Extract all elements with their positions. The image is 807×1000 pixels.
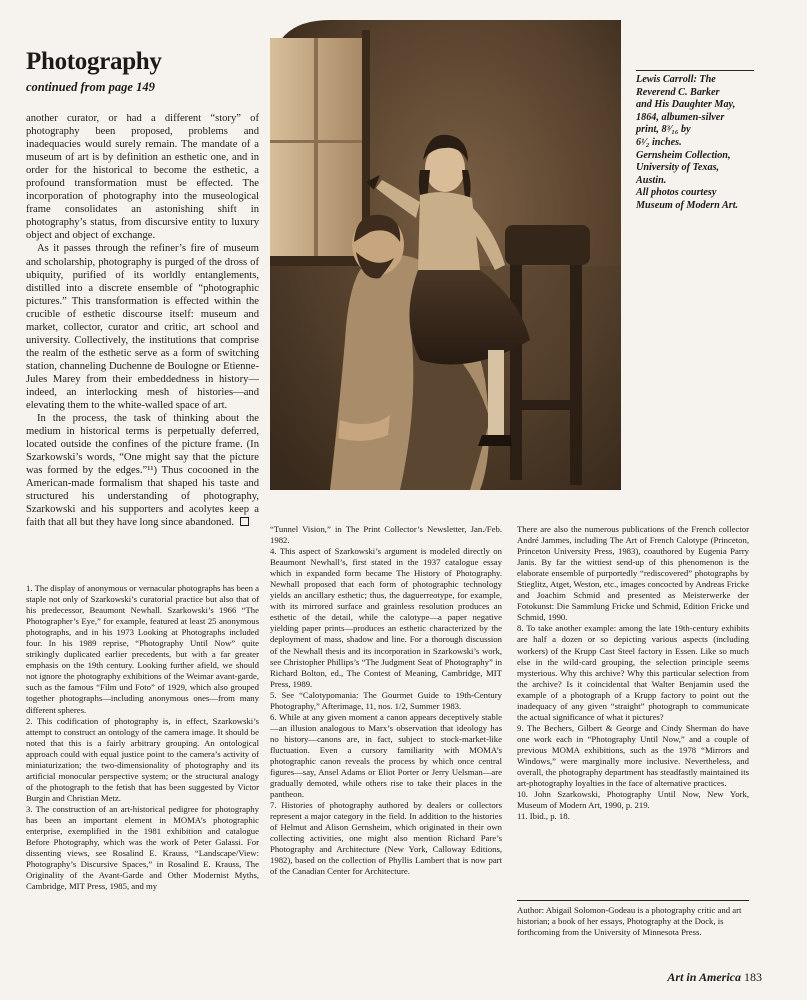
caption-line: 1864, albumen-silver [636,111,725,123]
note: 4. This aspect of Szarkowski’s argument is modeled directly on Beaumont Newhall’s, first stated in the 1937 catalogue essay which in expanded form became The History of Photography. Newhall proposed that each form of photographic technology yields an ancillary esthetic; thus, the daguerreotype, for example, with its mirrored surface and grainless resolution produces an esthetic of the detail, while the calotype—a paper negative yielding paper prints—produces an esthetic characterized by the deployment of mass, shadow and line. For a thorough discussion of the Newhall thesis and its incorporation in Szarkowski’s work, see Christopher Phillips’s “The Judgment Seat of Photography” in Richard Bolton, ed., The Contest of Meaning, Cambridge, MIT Press, 1989. [270,546,502,689]
end-mark-icon [240,517,249,526]
page-footer [667,970,762,985]
caption-line: Museum of Modern Art. [636,199,739,211]
note: 9. The Bechers, Gilbert & George and Cindy Sherman do have one work each in “Photography Until Now,” and a couple of previous MOMA exhibitions, such as the 1978 “Mirrors and Windows,” were marginally more inclusive. Nevertheless, and overall, the photography department has steadfastly maintained its art-photography loyalties in the face of alternative practices. [517,722,749,789]
article-paragraph-1: another curator, or had a different “story” of photography been proposed, problems and inadequacies would surely remain. The mandate of a museum of art is by definition an esthetic one, and in order for the historical to become the esthetic, a profound transformation must be effected. The incorporation of photography into the museological frame consolidates an astonishing shift in photography’s status, from discursive entity to luxury object and object of exchange. [26,113,259,242]
caption-line: Reverend C. Barker [636,86,720,98]
caption-line: All photos courtesy [636,187,717,199]
note: 8. To take another example: among the late 19th-century exhibits are half a dozen or so depicting various aspects (including workers) of the Krupp Cast Steel factory in Essen. Like so much else in the wild-card grouping, the selection principle seems mysterious. Why this archive? Why this particular selection from the archive? Is it coincidental that Walter Benjamin used the example of a photograph of a Krupp factory to point out the inadequacy of any given “straight” photograph to communicate the actual significance of what it pictures? [517,623,749,722]
notes-column-2 [270,524,502,878]
note: 11. Ibid., p. 18. [517,811,570,822]
caption-line: Austin. [636,174,667,186]
note: There are also the numerous publications of the French collector André Jammes, including The Art of French Calotype (Princeton, Princeton University Press, 1983), coauthored by Eugenia Parry Janis. By far the wittiest send-up of this phenomenon is the elaborate ensemble of purportedly “rediscovered” photographs by Stieglitz, Atget, Weston, etc., images concocted by Andreas Fricke and Joachim Schmid and presented as Meisterwerke der Fotokunst: Die Sammlung Fricke und Schmid, Edition Fricke und Schmid, 1990. [517,524,749,623]
article-body [26,112,259,530]
caption-line: University of Texas, [636,162,720,174]
bio-divider [517,900,749,901]
notes-column-1 [26,583,259,892]
notes-column-3 [517,524,749,822]
note: 10. John Szarkowski, Photography Until Now, New York, Museum of Modern Art, 1990, p. 219. [517,789,749,811]
caption-line: Gernsheim Collection, [636,149,731,161]
note: “Tunnel Vision,” in The Print Collector’s Newsletter, Jan./Feb. 1982. [270,524,502,546]
article-paragraph-3-text: In the process, the task of thinking about the medium in historical terms is perpetually deferred, located outside the confines of the picture frame. (In Szarkowski’s words, “One might say that the picture was formed by the edges.”¹¹) Thus cocooned in the American-made formalism that shaped his taste and structured his understanding of photography, Szarkowski and his supporters and acolytes keep a faith that all but they have long since abandoned. [26,413,259,529]
note: 3. The construction of an art-historical pedigree for photography has been an important element in MOMA’s photographic enterprise, exemplified in the 1981 exhibition and catalogue Before Photography, which was the work of Peter Galassi. For dissenting views, see Rosalind E. Krauss, “Landscape/View: Photography’s Discursive Spaces,” in Rosalind E. Krauss, The Originality of the Avant-Garde and Other Modernist Myths, Cambridge, MIT Press, 1985, and my [26,803,259,892]
caption-line: print, 8³⁄₁₆ by [636,124,691,136]
note: 6. While at any given moment a canon appears deceptively stable—an illusion analogous to Marx’s observation that ideology has no history—canons are, in fact, subject to stock-market-like fluctuation. Even a cursory familiarity with MOMA’s photographic canon reveals the process by which once central figures—say, Ansel Adams or Eliot Porter or Jerry Uelsman—are gradually demoted, while others rise to take their places in the pantheon. [270,711,502,800]
photo-father-daughter-icon [270,20,621,490]
page-number: 183 [744,970,762,984]
magazine-name: Art in America [667,970,741,984]
caption-line: and His Daughter May, [636,99,736,111]
article-paragraph-2: As it passes through the refiner’s fire of museum and scholarship, photography is purged of the dross of ubiquity, purified of its worldly entanglements, distilled into a discrete ensemble of “photographic pictures.” This transformation is effected within the crucible of esthetic discourse itself: museum and market, collector, curator and critic, art school and university. Collectively, the institutions that comprise the realm of the esthetic serve as a form of switching station, channeling Duchenne de Boulogne or Etienne-Jules Marey from their embeddedness in history—indeed, an interlocking mesh of histories—and elevating them to the white-walled space of art. [26,243,259,412]
caption-rule [636,70,754,71]
photo-caption [636,70,754,213]
page-title: Photography [26,48,162,75]
continued-from-line: continued from page 149 [26,80,155,94]
author-bio: Author: Abigail Solomon-Godeau is a photography critic and art historian; a book of her essays, Photography at the Dock, is forthcoming from the University of Minnesota Press. [517,905,742,938]
article-paragraph-3 [26,412,259,529]
caption-line: 6¹⁄₂ inches. [636,136,682,148]
note: 2. This codification of photography is, in effect, Szarkowski’s attempt to construct an ontology of the camera image. It should be noted that this is a fairly arbitrary grouping. An ontological approach could with equal justice point to the camera’s activity of miniaturization; the two-dimensionality of photography and its artificial monocular perspective system; or the structural analogy of the photograph to the fetish that has been suggested by Victor Burgin and Christian Metz. [26,715,259,803]
caption-line: Lewis Carroll: The [636,74,716,85]
note: 7. Histories of photography authored by dealers or collectors represent a major category in the field. In addition to the histories of Helmut and Alison Gernsheim, which originated in their own collecting activities, one might also mention Richard Pare’s Photography and Architecture (New York, Calloway Editions, 1982), based on the collection of Phyllis Lambert that is now part of the Canadian Center for Architecture. [270,800,502,877]
note: 5. See “Calotypomania: The Gourmet Guide to 19th-Century Photography,” Afterimage, 11, nos. 1/2, Summer 1983. [270,689,502,711]
note: 1. The display of anonymous or vernacular photographs has been a staple not only of Szarkowski’s curatorial practice but also that of his predecessor, Beaumont Newhall. Szarkowski’s 1966 “The Photographer’s Eye,” for example, featured at least 25 anonymous photographs, and in his 1973 Looking at Photographs included four. In his 1989 reprise, “Photography Until Now” quite strikingly duplicated earlier precedents, but with a far greater emphasis on the 19th century. Looking further afield, we should not ignore the photography exhibitions of the Weimar avant-garde, such as the famous “Film und Foto” of 1929, which also grouped together photographs—including anonymous ones—from many different spheres. [26,583,259,715]
